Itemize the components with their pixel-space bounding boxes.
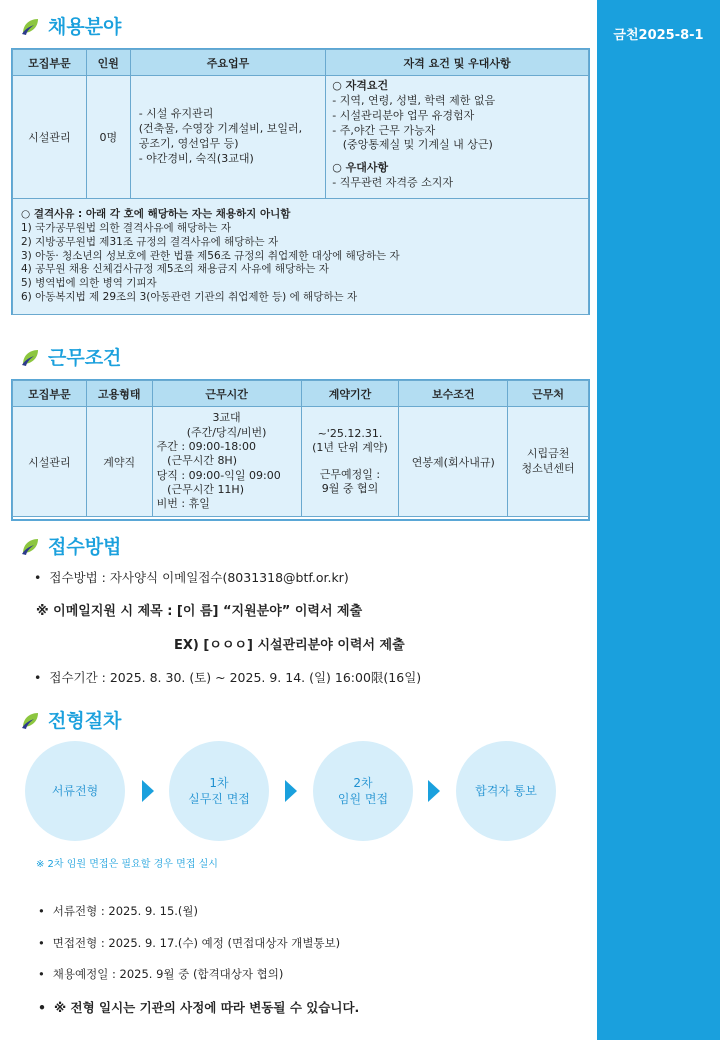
section-title-apply: 접수방법 bbox=[20, 532, 121, 559]
leaf-icon bbox=[20, 16, 40, 36]
process-step: 합격자 통보 bbox=[456, 741, 556, 841]
section-title-conditions: 근무조건 bbox=[20, 343, 121, 370]
conditions-table-header: 계약기간 bbox=[301, 381, 399, 407]
document-code: 금천2025-8-1 bbox=[613, 28, 704, 43]
process-step: 1차 실무진 면접 bbox=[169, 741, 269, 841]
schedule-item: • 서류전형 : 2025. 9. 15.(월) bbox=[38, 903, 198, 919]
reason-item: 4) 공무원 채용 신체검사규정 제5조의 채용금지 사유에 해당하는 자 bbox=[21, 263, 329, 276]
workplace-cell: 시립금천 청소년센터 bbox=[508, 407, 589, 517]
arrow-right-icon bbox=[428, 780, 440, 802]
work-hours-cell: 3교대 (주간/당직/비번) 주간 : 09:00-18:00 (근무시간 8H) 당직 : 09:00-익일 09:00 (근무시간 11H) 비번 : 휴일 bbox=[152, 407, 301, 517]
conditions-table-header: 근무시간 bbox=[152, 381, 301, 407]
conditions-table-header: 모집부문 bbox=[13, 381, 87, 407]
schedule-item: • 채용예정일 : 2025. 9월 중 (합격대상자 협의) bbox=[38, 966, 283, 982]
reason-item: 2) 지방공무원법 제31조 규정의 결격사유에 해당하는 자 bbox=[21, 235, 279, 248]
leaf-icon bbox=[20, 536, 40, 556]
field-table-header: 인원 bbox=[86, 50, 130, 76]
field-table bbox=[12, 49, 589, 315]
pay-cell: 연봉제(회사내규) bbox=[399, 407, 508, 517]
duties-cell: - 시설 유지관리 (건축물, 수영장 기계설비, 보일러, 공조기, 영선업무 등) - 야간경비, 숙직(3교대) bbox=[130, 76, 326, 199]
dept-cell: 시설관리 bbox=[13, 76, 87, 199]
apply-method: • 접수방법 : 자사양식 이메일접수(8031318@btf.or.kr) bbox=[34, 568, 349, 586]
process-step: 2차 임원 면접 bbox=[313, 741, 413, 841]
section-title-field: 채용분야 bbox=[20, 12, 121, 39]
count-cell: 0명 bbox=[86, 76, 130, 199]
schedule-item: • 면접전형 : 2025. 9. 17.(수) 예정 (면접대상자 개별통보) bbox=[38, 935, 340, 951]
email-subject-example: EX) [ㅇㅇㅇ] 시설관리분야 이력서 제출 bbox=[174, 638, 405, 653]
reason-item: 3) 아동· 청소년의 성보호에 관한 법률 제56조 규정의 취업제한 대상에 해당하는 자 bbox=[21, 249, 400, 262]
reason-item: 1) 국가공무원법 의한 결격사유에 해당하는 자 bbox=[21, 221, 232, 234]
conditions-table-header: 고용형태 bbox=[86, 381, 152, 407]
disqualification-cell: ○ 결격사유 : 아래 각 호에 해당하는 자는 채용하지 아니함 1) 국가공무원법 의한 결격사유에 해당하는 자 2) 지방공무원법 제31조 규정의 결격사유에 해당하는 자 3) 아동· 청소년의 성보호에 관한 법률 제56조 규정의 취업제한 대상에 해당하는 자 4) 공무원 채용 신체검사규정 제5조의 채용금지 사유에 해당하는 자 5) 병역법에 의한 병역 기피자 6) 아동복지법 제 29조의 3(아동관련 기관의 취업제한 등) 에 해당하는 자 bbox=[13, 199, 589, 315]
arrow-right-icon bbox=[285, 780, 297, 802]
conditions-table-header: 근무처 bbox=[508, 381, 589, 407]
conditions-table-header: 보수조건 bbox=[399, 381, 508, 407]
field-table-header: 자격 요건 및 우대사항 bbox=[326, 50, 589, 76]
leaf-icon bbox=[20, 347, 40, 367]
dept-cell: 시설관리 bbox=[13, 407, 87, 517]
schedule-change-note: • ※ 전형 일시는 기관의 사정에 따라 변동될 수 있습니다. bbox=[38, 998, 359, 1016]
contract-period-cell: ~'25.12.31. (1년 단위 계약) 근무예정일 : 9월 중 협의 bbox=[301, 407, 399, 517]
conditions-table bbox=[12, 380, 589, 517]
reason-item: 5) 병역법에 의한 병역 기피자 bbox=[21, 277, 157, 290]
field-table-header: 주요업무 bbox=[130, 50, 326, 76]
reason-item: 6) 아동복지법 제 29조의 3(아동관련 기관의 취업제한 등) 에 해당하는 자 bbox=[21, 291, 358, 304]
leaf-icon bbox=[20, 710, 40, 730]
qualification-cell: ○ 자격요건 - 지역, 연령, 성별, 학력 제한 없음 - 시설관리분야 업무 유경험자 - 주,야간 근무 가능자 (중앙통제실 및 기계실 내 상근) ○ 우대사항 - 직무관련 자격증 소지자 bbox=[326, 76, 589, 199]
email-subject-note: ※ 이메일지원 시 제목 : [이 름] “지원분야” 이력서 제출 bbox=[36, 604, 363, 619]
process-step: 서류전형 bbox=[25, 741, 125, 841]
right-sidebar bbox=[597, 0, 720, 1040]
interview-note: ※ 2차 임원 면접은 필요할 경우 면접 실시 bbox=[36, 859, 218, 870]
apply-period: • 접수기간 : 2025. 8. 30. (토) ~ 2025. 9. 14. (일) 16:00限(16일) bbox=[34, 668, 421, 686]
section-title-process: 전형절차 bbox=[20, 706, 121, 733]
field-table-header: 모집부문 bbox=[13, 50, 87, 76]
employment-type-cell: 계약직 bbox=[86, 407, 152, 517]
arrow-right-icon bbox=[142, 780, 154, 802]
